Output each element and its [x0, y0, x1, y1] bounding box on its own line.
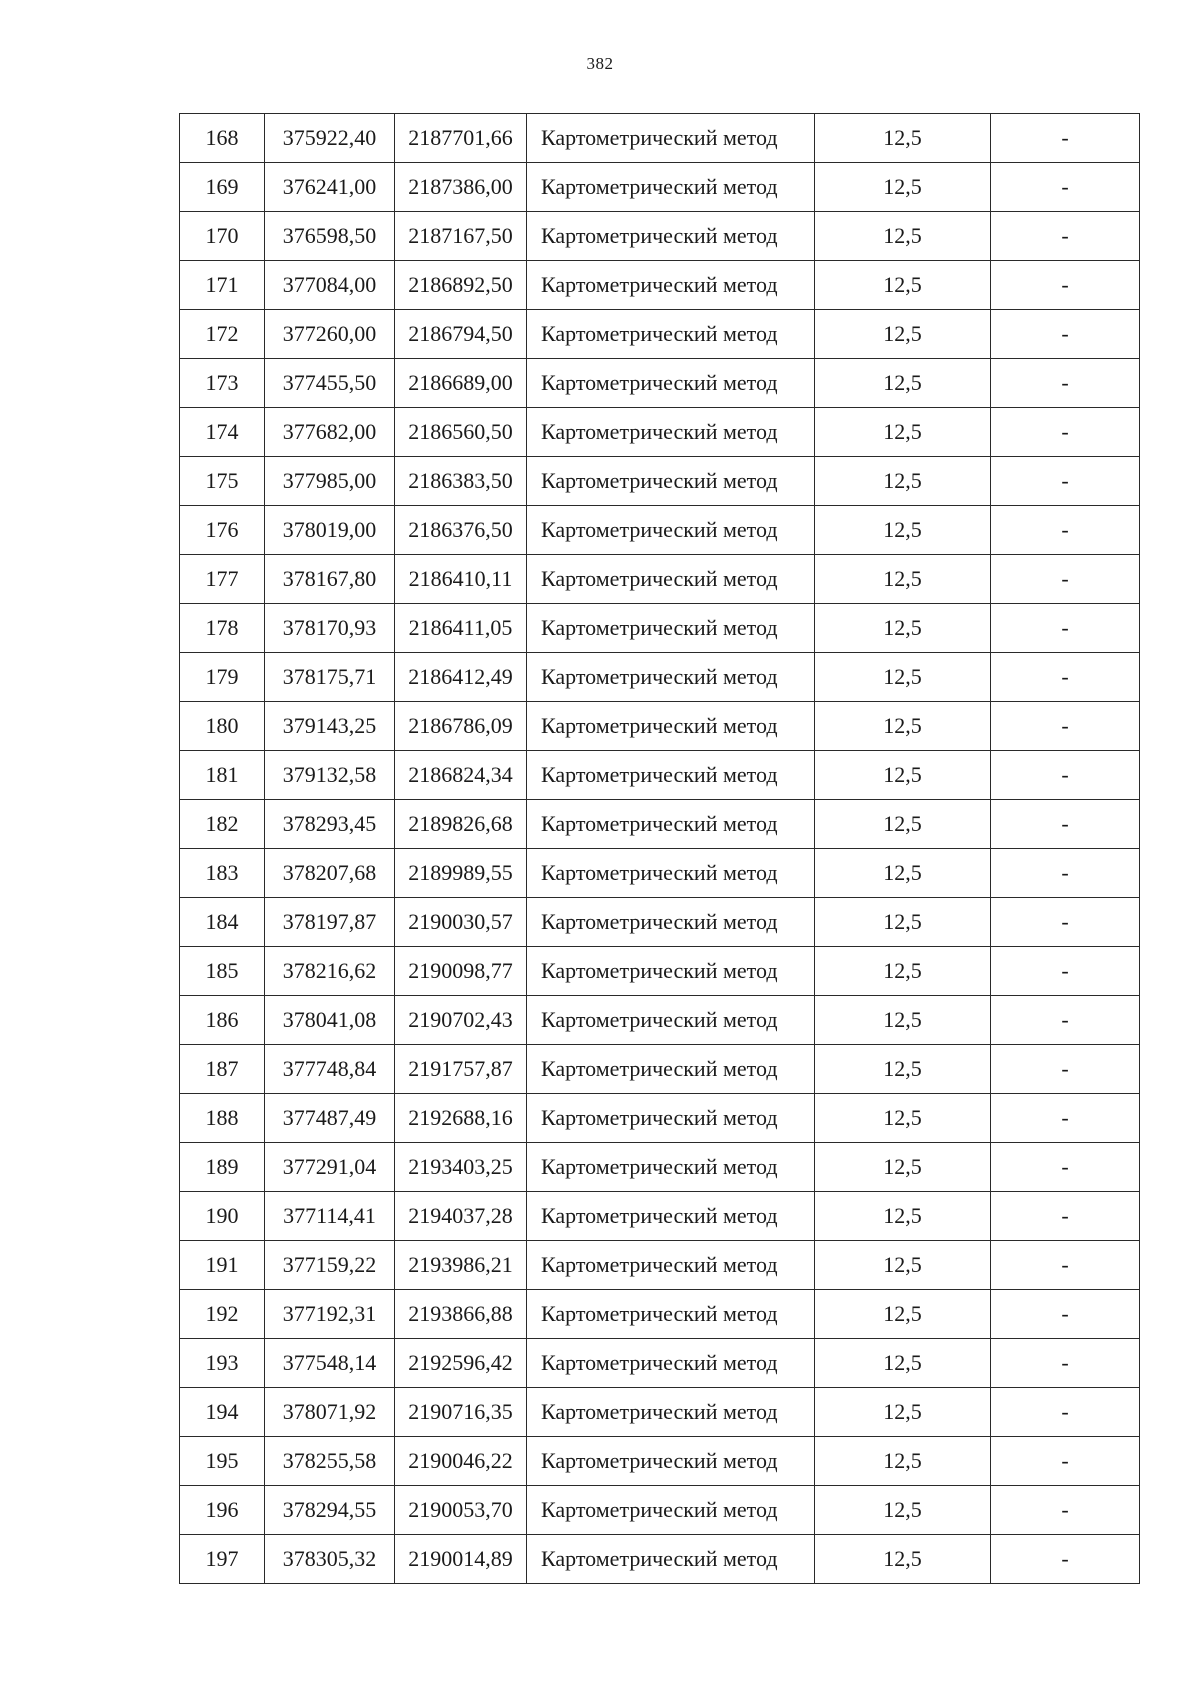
accuracy-cell: 12,5 [815, 1388, 991, 1437]
table-row [180, 1535, 1140, 1584]
point-number-cell: 193 [180, 1339, 265, 1388]
point-number-cell: 185 [180, 947, 265, 996]
coordinates-table [179, 113, 1140, 1584]
accuracy-cell: 12,5 [815, 751, 991, 800]
point-number-cell: 172 [180, 310, 265, 359]
x-coordinate-cell: 377487,49 [265, 1094, 395, 1143]
x-coordinate-cell: 377084,00 [265, 261, 395, 310]
y-coordinate-cell: 2187701,66 [395, 114, 527, 163]
method-cell: Картометрический метод [527, 212, 815, 261]
method-cell: Картометрический метод [527, 408, 815, 457]
method-cell: Картометрический метод [527, 114, 815, 163]
point-number-cell: 171 [180, 261, 265, 310]
table-row [180, 996, 1140, 1045]
point-number-cell: 194 [180, 1388, 265, 1437]
table-row [180, 1339, 1140, 1388]
accuracy-cell: 12,5 [815, 849, 991, 898]
y-coordinate-cell: 2189989,55 [395, 849, 527, 898]
method-cell: Картометрический метод [527, 555, 815, 604]
accuracy-cell: 12,5 [815, 1143, 991, 1192]
x-coordinate-cell: 378175,71 [265, 653, 395, 702]
y-coordinate-cell: 2190702,43 [395, 996, 527, 1045]
accuracy-cell: 12,5 [815, 114, 991, 163]
accuracy-cell: 12,5 [815, 457, 991, 506]
description-cell: - [991, 1290, 1140, 1339]
description-cell: - [991, 800, 1140, 849]
x-coordinate-cell: 377455,50 [265, 359, 395, 408]
method-cell: Картометрический метод [527, 1143, 815, 1192]
table-row [180, 1437, 1140, 1486]
accuracy-cell: 12,5 [815, 163, 991, 212]
x-coordinate-cell: 377114,41 [265, 1192, 395, 1241]
point-number-cell: 175 [180, 457, 265, 506]
accuracy-cell: 12,5 [815, 1094, 991, 1143]
point-number-cell: 179 [180, 653, 265, 702]
table-row [180, 408, 1140, 457]
accuracy-cell: 12,5 [815, 310, 991, 359]
method-cell: Картометрический метод [527, 359, 815, 408]
method-cell: Картометрический метод [527, 751, 815, 800]
table-row [180, 1045, 1140, 1094]
description-cell: - [991, 506, 1140, 555]
table-row [180, 457, 1140, 506]
description-cell: - [991, 555, 1140, 604]
point-number-cell: 181 [180, 751, 265, 800]
x-coordinate-cell: 376241,00 [265, 163, 395, 212]
accuracy-cell: 12,5 [815, 261, 991, 310]
point-number-cell: 180 [180, 702, 265, 751]
method-cell: Картометрический метод [527, 702, 815, 751]
y-coordinate-cell: 2186412,49 [395, 653, 527, 702]
x-coordinate-cell: 377985,00 [265, 457, 395, 506]
method-cell: Картометрический метод [527, 1045, 815, 1094]
table-row [180, 555, 1140, 604]
description-cell: - [991, 1143, 1140, 1192]
table-row [180, 800, 1140, 849]
table-row [180, 849, 1140, 898]
x-coordinate-cell: 378071,92 [265, 1388, 395, 1437]
x-coordinate-cell: 377291,04 [265, 1143, 395, 1192]
accuracy-cell: 12,5 [815, 1241, 991, 1290]
method-cell: Картометрический метод [527, 1094, 815, 1143]
x-coordinate-cell: 377682,00 [265, 408, 395, 457]
method-cell: Картометрический метод [527, 849, 815, 898]
y-coordinate-cell: 2193403,25 [395, 1143, 527, 1192]
y-coordinate-cell: 2190098,77 [395, 947, 527, 996]
description-cell: - [991, 114, 1140, 163]
y-coordinate-cell: 2190046,22 [395, 1437, 527, 1486]
y-coordinate-cell: 2186560,50 [395, 408, 527, 457]
x-coordinate-cell: 377548,14 [265, 1339, 395, 1388]
description-cell: - [991, 212, 1140, 261]
description-cell: - [991, 849, 1140, 898]
method-cell: Картометрический метод [527, 604, 815, 653]
table-row [180, 163, 1140, 212]
point-number-cell: 178 [180, 604, 265, 653]
y-coordinate-cell: 2187167,50 [395, 212, 527, 261]
table-row [180, 1388, 1140, 1437]
accuracy-cell: 12,5 [815, 1045, 991, 1094]
y-coordinate-cell: 2193986,21 [395, 1241, 527, 1290]
method-cell: Картометрический метод [527, 1290, 815, 1339]
table-row [180, 751, 1140, 800]
description-cell: - [991, 1535, 1140, 1584]
x-coordinate-cell: 377159,22 [265, 1241, 395, 1290]
description-cell: - [991, 1339, 1140, 1388]
point-number-cell: 192 [180, 1290, 265, 1339]
table-row [180, 114, 1140, 163]
x-coordinate-cell: 378294,55 [265, 1486, 395, 1535]
point-number-cell: 187 [180, 1045, 265, 1094]
y-coordinate-cell: 2186411,05 [395, 604, 527, 653]
y-coordinate-cell: 2193866,88 [395, 1290, 527, 1339]
table-row [180, 1486, 1140, 1535]
y-coordinate-cell: 2189826,68 [395, 800, 527, 849]
description-cell: - [991, 604, 1140, 653]
page-number: 382 [586, 54, 614, 73]
table-row [180, 702, 1140, 751]
accuracy-cell: 12,5 [815, 408, 991, 457]
accuracy-cell: 12,5 [815, 653, 991, 702]
accuracy-cell: 12,5 [815, 1339, 991, 1388]
y-coordinate-cell: 2192688,16 [395, 1094, 527, 1143]
description-cell: - [991, 751, 1140, 800]
y-coordinate-cell: 2190014,89 [395, 1535, 527, 1584]
x-coordinate-cell: 379143,25 [265, 702, 395, 751]
x-coordinate-cell: 378293,45 [265, 800, 395, 849]
description-cell: - [991, 359, 1140, 408]
accuracy-cell: 12,5 [815, 604, 991, 653]
accuracy-cell: 12,5 [815, 1437, 991, 1486]
y-coordinate-cell: 2186376,50 [395, 506, 527, 555]
y-coordinate-cell: 2192596,42 [395, 1339, 527, 1388]
y-coordinate-cell: 2186824,34 [395, 751, 527, 800]
method-cell: Картометрический метод [527, 1241, 815, 1290]
accuracy-cell: 12,5 [815, 1290, 991, 1339]
description-cell: - [991, 1045, 1140, 1094]
accuracy-cell: 12,5 [815, 800, 991, 849]
y-coordinate-cell: 2190053,70 [395, 1486, 527, 1535]
method-cell: Картометрический метод [527, 653, 815, 702]
point-number-cell: 195 [180, 1437, 265, 1486]
point-number-cell: 168 [180, 114, 265, 163]
method-cell: Картометрический метод [527, 898, 815, 947]
description-cell: - [991, 1486, 1140, 1535]
table-row [180, 506, 1140, 555]
y-coordinate-cell: 2191757,87 [395, 1045, 527, 1094]
y-coordinate-cell: 2186794,50 [395, 310, 527, 359]
y-coordinate-cell: 2186786,09 [395, 702, 527, 751]
description-cell: - [991, 457, 1140, 506]
x-coordinate-cell: 378167,80 [265, 555, 395, 604]
table-row [180, 1192, 1140, 1241]
method-cell: Картометрический метод [527, 1486, 815, 1535]
method-cell: Картометрический метод [527, 1535, 815, 1584]
table-row [180, 947, 1140, 996]
point-number-cell: 189 [180, 1143, 265, 1192]
description-cell: - [991, 1241, 1140, 1290]
method-cell: Картометрический метод [527, 947, 815, 996]
x-coordinate-cell: 377260,00 [265, 310, 395, 359]
point-number-cell: 188 [180, 1094, 265, 1143]
table-row [180, 310, 1140, 359]
x-coordinate-cell: 378207,68 [265, 849, 395, 898]
description-cell: - [991, 702, 1140, 751]
description-cell: - [991, 1437, 1140, 1486]
table-row [180, 604, 1140, 653]
point-number-cell: 186 [180, 996, 265, 1045]
y-coordinate-cell: 2194037,28 [395, 1192, 527, 1241]
description-cell: - [991, 898, 1140, 947]
method-cell: Картометрический метод [527, 506, 815, 555]
method-cell: Картометрический метод [527, 1437, 815, 1486]
accuracy-cell: 12,5 [815, 898, 991, 947]
accuracy-cell: 12,5 [815, 359, 991, 408]
point-number-cell: 169 [180, 163, 265, 212]
method-cell: Картометрический метод [527, 1388, 815, 1437]
description-cell: - [991, 408, 1140, 457]
x-coordinate-cell: 377192,31 [265, 1290, 395, 1339]
description-cell: - [991, 310, 1140, 359]
table-row [180, 898, 1140, 947]
x-coordinate-cell: 378216,62 [265, 947, 395, 996]
x-coordinate-cell: 375922,40 [265, 114, 395, 163]
y-coordinate-cell: 2190030,57 [395, 898, 527, 947]
table-row [180, 212, 1140, 261]
method-cell: Картометрический метод [527, 1192, 815, 1241]
y-coordinate-cell: 2187386,00 [395, 163, 527, 212]
point-number-cell: 183 [180, 849, 265, 898]
method-cell: Картометрический метод [527, 1339, 815, 1388]
point-number-cell: 197 [180, 1535, 265, 1584]
description-cell: - [991, 1094, 1140, 1143]
y-coordinate-cell: 2186892,50 [395, 261, 527, 310]
x-coordinate-cell: 378305,32 [265, 1535, 395, 1584]
point-number-cell: 196 [180, 1486, 265, 1535]
description-cell: - [991, 163, 1140, 212]
point-number-cell: 190 [180, 1192, 265, 1241]
description-cell: - [991, 1192, 1140, 1241]
coordinates-table-body [180, 114, 1140, 1584]
point-number-cell: 177 [180, 555, 265, 604]
x-coordinate-cell: 378019,00 [265, 506, 395, 555]
x-coordinate-cell: 378197,87 [265, 898, 395, 947]
y-coordinate-cell: 2190716,35 [395, 1388, 527, 1437]
table-row [180, 1143, 1140, 1192]
description-cell: - [991, 996, 1140, 1045]
method-cell: Картометрический метод [527, 457, 815, 506]
table-row [180, 1094, 1140, 1143]
table-row [180, 261, 1140, 310]
description-cell: - [991, 1388, 1140, 1437]
y-coordinate-cell: 2186410,11 [395, 555, 527, 604]
description-cell: - [991, 653, 1140, 702]
point-number-cell: 184 [180, 898, 265, 947]
x-coordinate-cell: 378255,58 [265, 1437, 395, 1486]
accuracy-cell: 12,5 [815, 1486, 991, 1535]
description-cell: - [991, 947, 1140, 996]
table-row [180, 359, 1140, 408]
accuracy-cell: 12,5 [815, 1535, 991, 1584]
accuracy-cell: 12,5 [815, 996, 991, 1045]
x-coordinate-cell: 377748,84 [265, 1045, 395, 1094]
y-coordinate-cell: 2186383,50 [395, 457, 527, 506]
accuracy-cell: 12,5 [815, 212, 991, 261]
accuracy-cell: 12,5 [815, 702, 991, 751]
x-coordinate-cell: 379132,58 [265, 751, 395, 800]
accuracy-cell: 12,5 [815, 506, 991, 555]
accuracy-cell: 12,5 [815, 555, 991, 604]
method-cell: Картометрический метод [527, 163, 815, 212]
point-number-cell: 173 [180, 359, 265, 408]
x-coordinate-cell: 376598,50 [265, 212, 395, 261]
description-cell: - [991, 261, 1140, 310]
point-number-cell: 174 [180, 408, 265, 457]
accuracy-cell: 12,5 [815, 947, 991, 996]
table-row [180, 653, 1140, 702]
method-cell: Картометрический метод [527, 800, 815, 849]
table-row [180, 1241, 1140, 1290]
method-cell: Картометрический метод [527, 310, 815, 359]
x-coordinate-cell: 378170,93 [265, 604, 395, 653]
accuracy-cell: 12,5 [815, 1192, 991, 1241]
method-cell: Картометрический метод [527, 261, 815, 310]
point-number-cell: 191 [180, 1241, 265, 1290]
x-coordinate-cell: 378041,08 [265, 996, 395, 1045]
point-number-cell: 170 [180, 212, 265, 261]
y-coordinate-cell: 2186689,00 [395, 359, 527, 408]
table-row [180, 1290, 1140, 1339]
method-cell: Картометрический метод [527, 996, 815, 1045]
point-number-cell: 176 [180, 506, 265, 555]
point-number-cell: 182 [180, 800, 265, 849]
